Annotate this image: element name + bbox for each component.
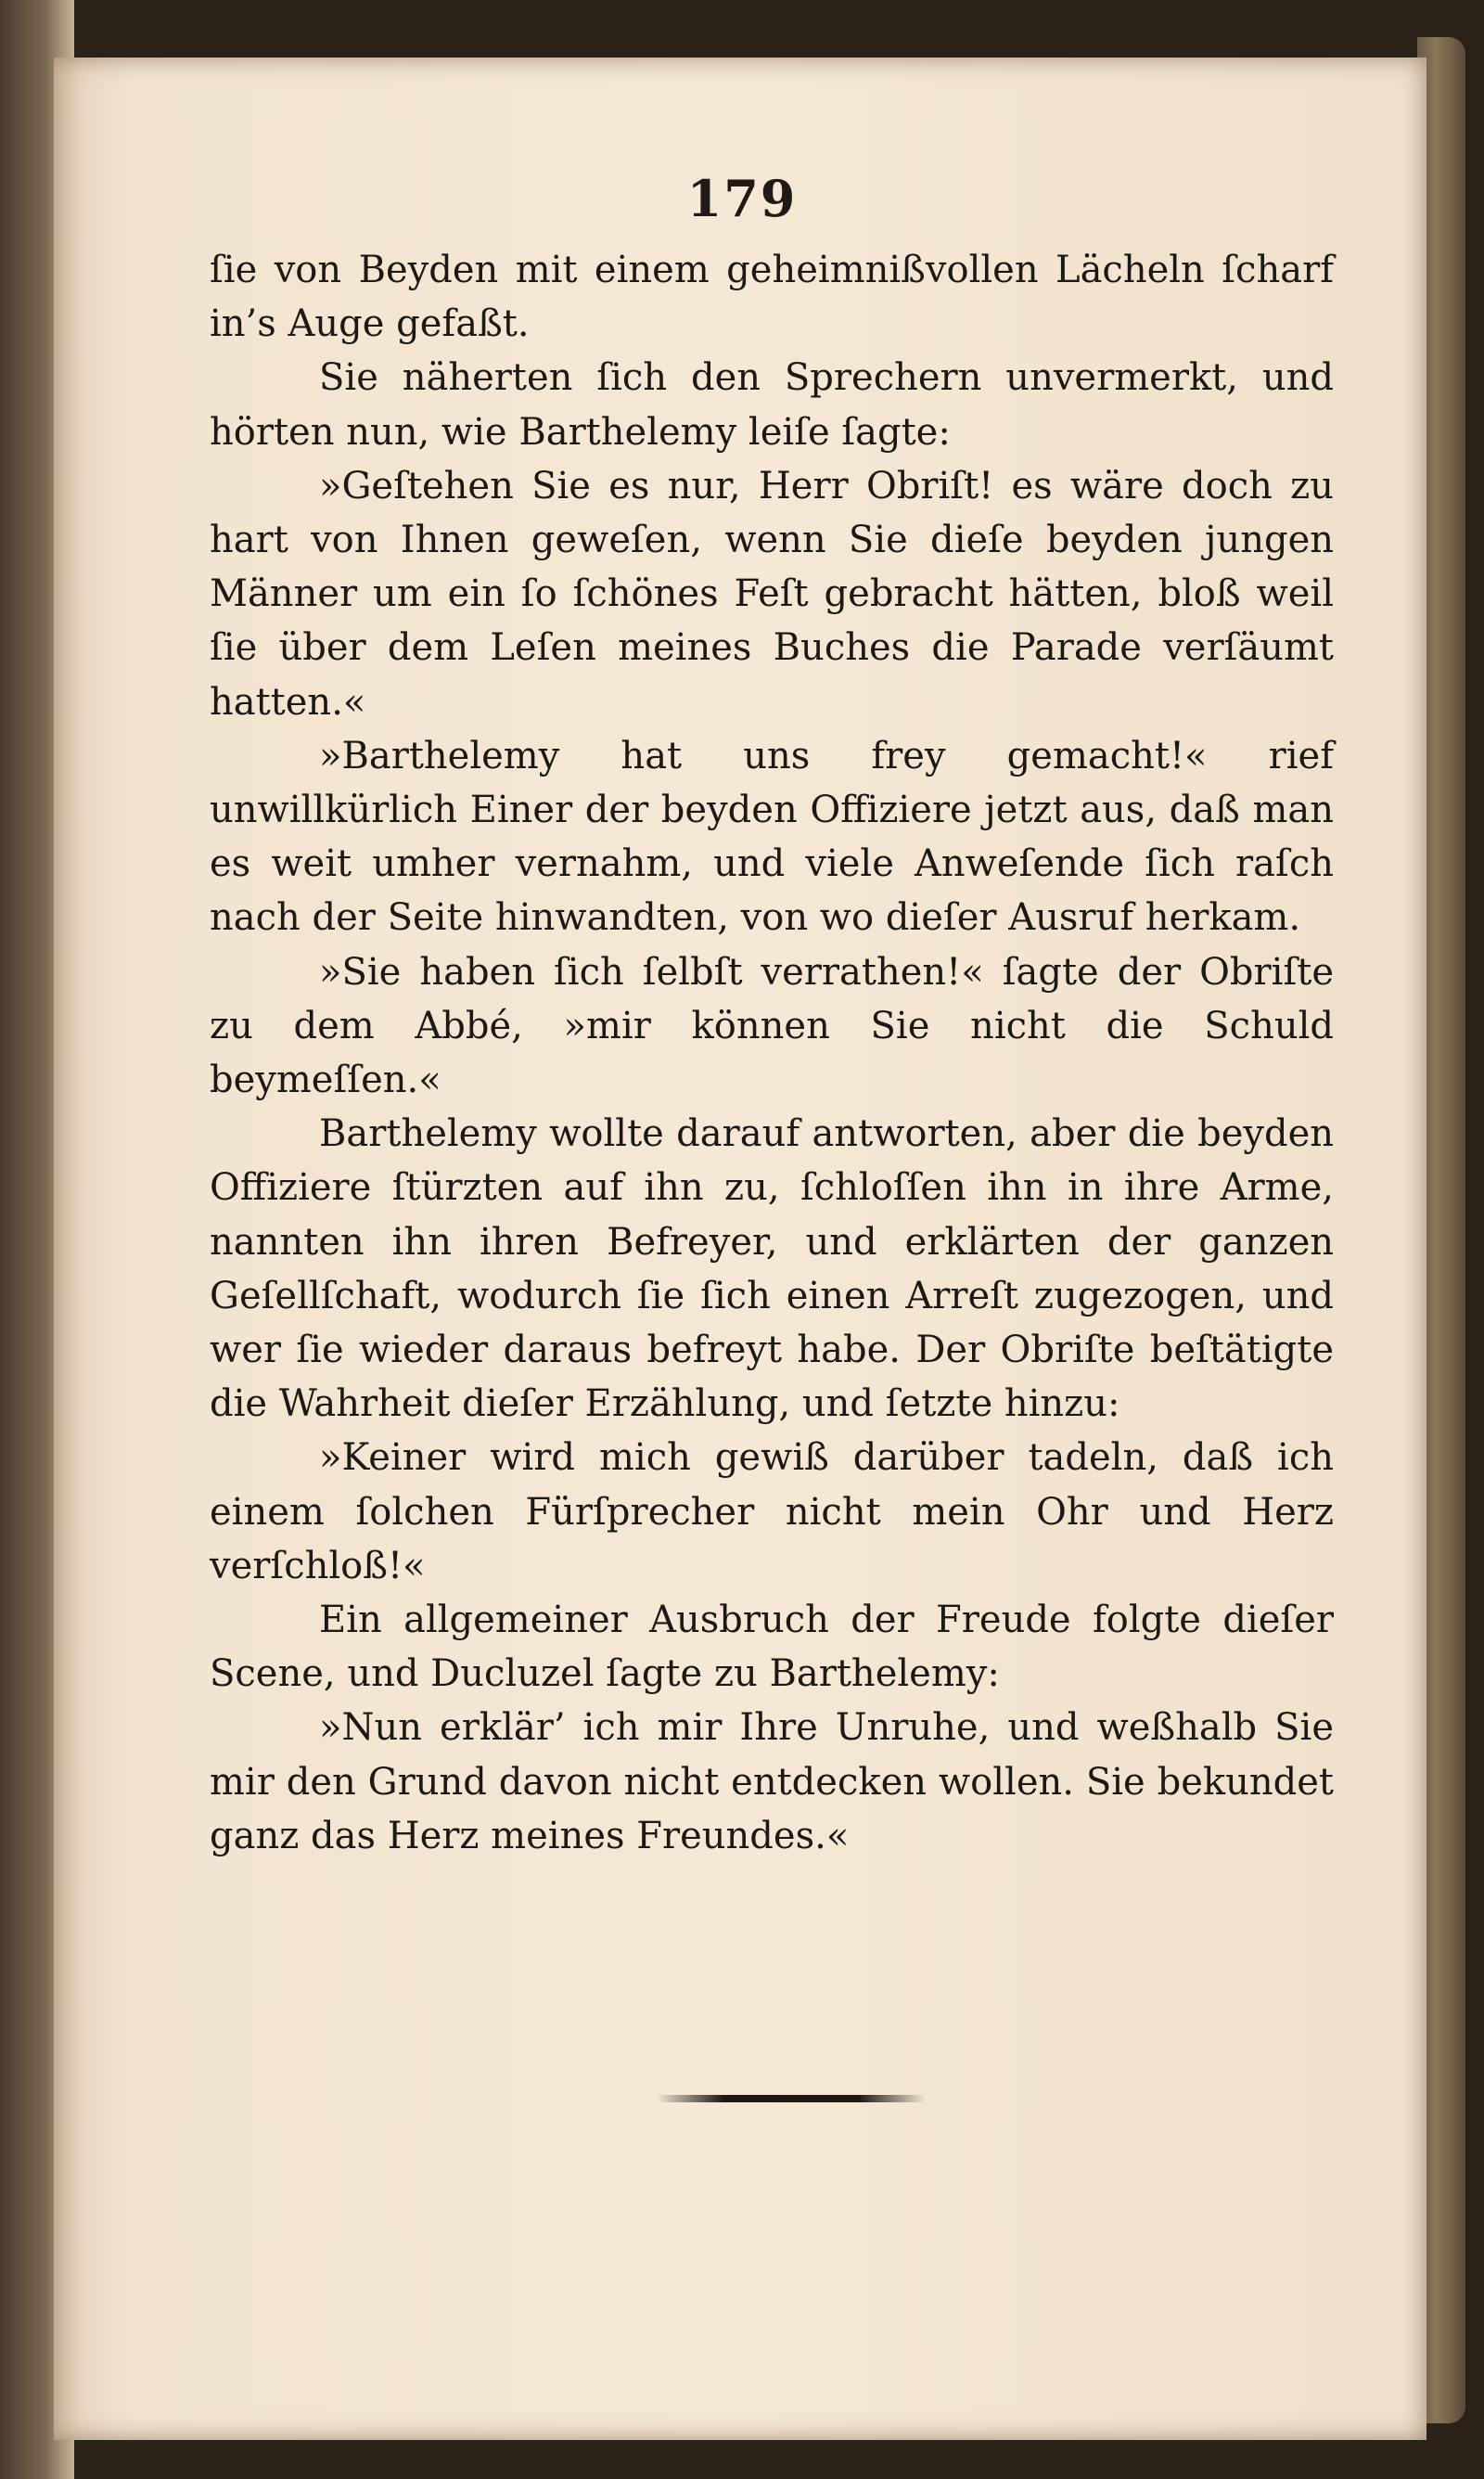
paragraph: Barthelemy wollte darauf antworten, aber die beyden Offiziere ſtürzten auf ihn zu, ſchloſſen ihn in ihre Arme, nannten ihn ihren Befreyer, und erklärten der ganzen Geſellſchaft, wodurch ſie ſich einen Arreſt zugezogen, und wer ſie wieder daraus befreyt habe. Der Obriſte beſtätigte die Wahrheit dieſer Erzählung, und ſetzte hinzu: [210,1112,1334,1426]
paragraph: »Sie haben ſich ſelbſt verrathen!« ſagte der Obriſte zu dem Abbé, »mir können Sie nicht die Schuld beymeſſen.« [210,950,1334,1102]
page-number: 179 [686,169,798,228]
paragraph: Sie näherten ſich den Sprechern unvermerkt, und hörten nun, wie Barthelemy leiſe ſagte: [210,356,1334,454]
paragraph: ſie von Beyden mit einem geheimnißvollen Lächeln ſcharf in’s Auge gefaßt. [210,249,1334,346]
paragraph: »Barthelemy hat uns frey gemacht!« rief unwillkürlich Einer der beyden Offiziere jetzt aus, daß man es weit umher vernahm, und viele Anweſende ſich raſch nach der Seite hinwandten, von wo dieſer Ausruf herkam. [210,734,1334,940]
end-of-chapter-rule [657,2095,926,2102]
paragraph: Ein allgemeiner Ausbruch der Freude folgte dieſer Scene, und Ducluzel ſagte zu Barthelemy: [210,1599,1334,1696]
paragraph: »Geſtehen Sie es nur, Herr Obriſt! es wäre doch zu hart von Ihnen geweſen, wenn Sie dieſe beyden jungen Männer um ein ſo ſchönes Feſt gebracht hätten, bloß weil ſie über dem Leſen meines Buches die Parade verſäumt hatten.« [210,464,1334,724]
paragraph: »Nun erklär’ ich mir Ihre Unruhe, und weßhalb Sie mir den Grund davon nicht entdecken wollen. Sie bekundet ganz das Herz meines Freundes.« [210,1706,1334,1857]
paragraph: »Keiner wird mich gewiß darüber tadeln, daß ich einem ſolchen Fürſprecher nicht mein Ohr und Herz verſchloß!« [210,1436,1334,1587]
page-body-text [210,243,1334,1863]
